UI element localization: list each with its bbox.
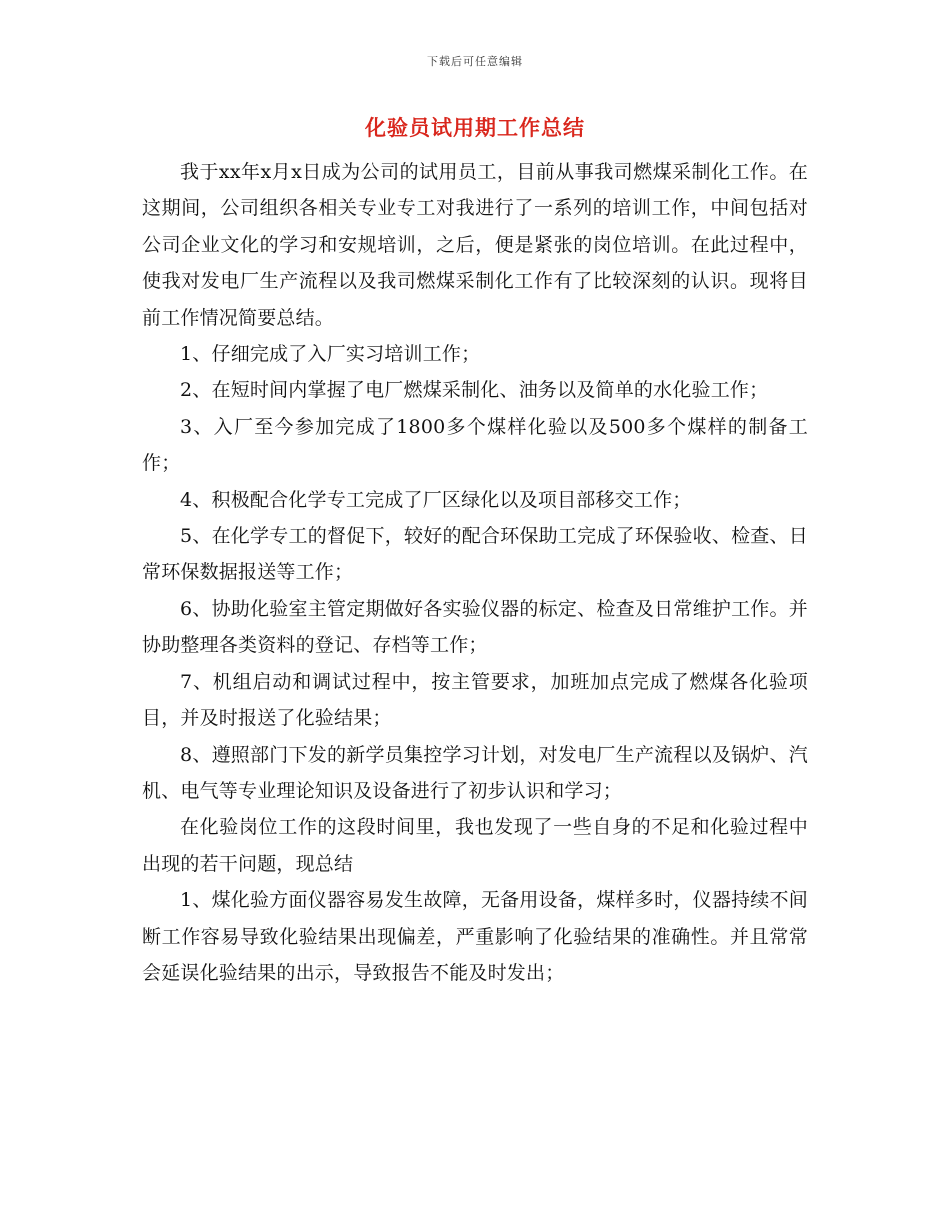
paragraph-item-3: 3、入厂至今参加完成了1800多个煤样化验以及500多个煤样的制备工作； — [142, 415, 808, 475]
paragraph-item-1: 1、仔细完成了入厂实习培训工作； — [180, 343, 481, 366]
document-body — [142, 154, 808, 991]
paragraph-item-6: 6、协助化验室主管定期做好各实验仪器的标定、检查及日常维护工作。并协助整理各类资料的登记、存档等工作； — [142, 597, 808, 657]
page-header: 下载后可任意编辑 — [427, 55, 523, 68]
paragraph-problem-1: 1、煤化验方面仪器容易发生故障，无备用设备，煤样多时，仪器持续不间断工作容易导致化验结果出现偏差，严重影响了化验结果的准确性。并且常常会延误化验结果的出示，导致报告不能及时发出； — [142, 889, 808, 984]
paragraph-item-2: 2、在短时间内掌握了电厂燃煤采制化、油务以及简单的水化验工作； — [180, 379, 769, 402]
paragraph-item-8: 8、遵照部门下发的新学员集控学习计划，对发电厂生产流程以及锅炉、汽机、电气等专业理论知识及设备进行了初步认识和学习； — [142, 743, 808, 802]
paragraph-intro: 我于xx年x月x日成为公司的试用员工，目前从事我司燃煤采制化工作。在这期间，公司组织各相关专业专工对我进行了一系列的培训工作，中间包括对公司企业文化的学习和安规培训，之后，便是紧张的岗位培训。在此过程中，使我对发电厂生产流程以及我司燃煤采制化工作有了比较深刻的认识。现将目前工作情况简要总结。 — [142, 161, 808, 329]
paragraph-item-5: 5、在化学专工的督促下，较好的配合环保助工完成了环保验收、检查、日常环保数据报送等工作； — [142, 525, 808, 584]
paragraph-item-4: 4、积极配合化学专工完成了厂区绿化以及项目部移交工作； — [180, 488, 692, 511]
document-title: 化验员试用期工作总结 — [365, 115, 585, 140]
paragraph-item-7: 7、机组启动和调试过程中，按主管要求，加班加点完成了燃煤各化验项目，并及时报送了化验结果； — [142, 670, 808, 730]
paragraph-problems-intro: 在化验岗位工作的这段时间里，我也发现了一些自身的不足和化验过程中出现的若干问题，现总结 — [142, 816, 808, 875]
